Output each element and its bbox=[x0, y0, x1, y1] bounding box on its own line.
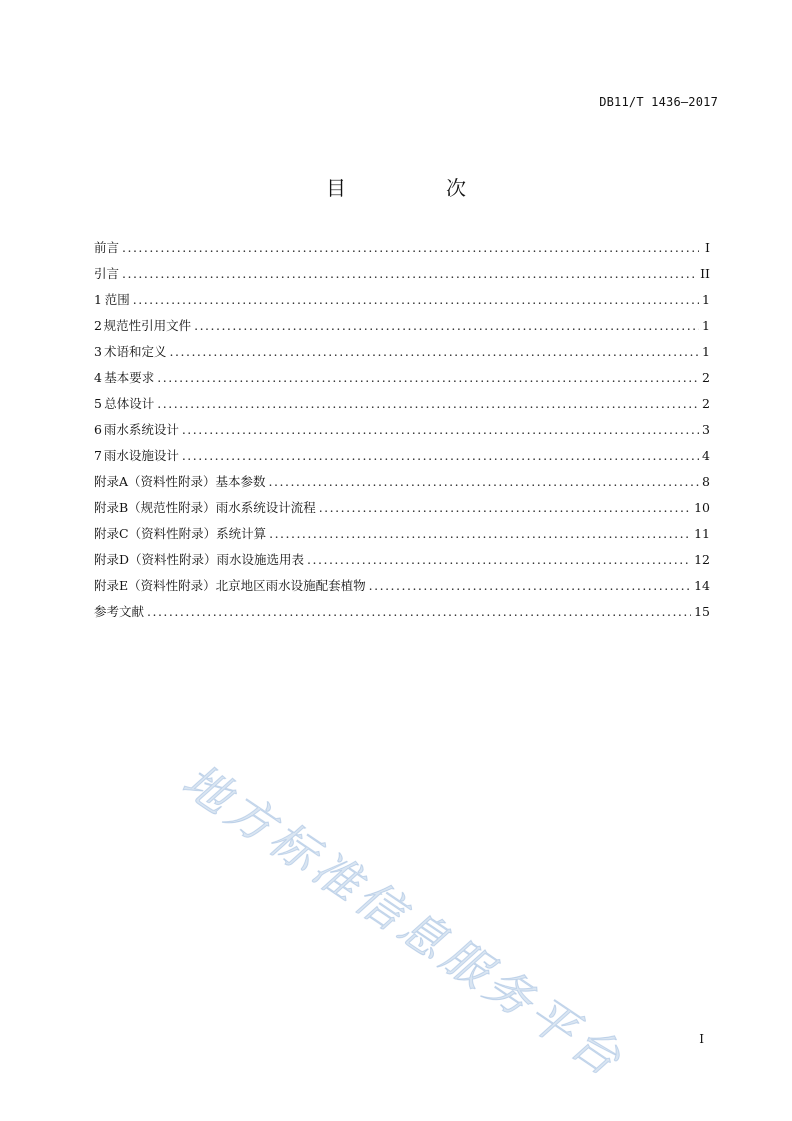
toc-entry-overall-design[interactable] bbox=[94, 394, 710, 420]
appendix-prefix: 附录D（资料性附录） bbox=[94, 552, 217, 567]
toc-entry-appendix-a[interactable] bbox=[94, 472, 710, 498]
page-title: 目 次 bbox=[326, 176, 506, 200]
toc-page: I bbox=[705, 240, 710, 255]
toc-label: 系统计算 bbox=[216, 526, 267, 541]
dot-leader bbox=[182, 422, 699, 437]
toc-label: 雨水设施设计 bbox=[103, 448, 179, 463]
dot-leader bbox=[369, 578, 691, 593]
appendix-prefix: 附录A（资料性附录） bbox=[94, 474, 216, 489]
dot-leader bbox=[269, 474, 699, 489]
dot-leader bbox=[122, 266, 697, 281]
toc-page: 4 bbox=[702, 448, 710, 463]
toc-page: 2 bbox=[702, 370, 710, 385]
toc-entry-introduction[interactable] bbox=[94, 264, 710, 290]
toc-entry-scope[interactable] bbox=[94, 290, 710, 316]
toc-entry-basic-requirements[interactable] bbox=[94, 368, 710, 394]
document-code: DB11/T 1436—2017 bbox=[599, 95, 718, 109]
toc-label: 前言 bbox=[94, 240, 120, 255]
dot-leader bbox=[194, 318, 699, 333]
toc-label: 参考文献 bbox=[94, 604, 145, 619]
toc-label: 总体设计 bbox=[104, 396, 155, 411]
toc-label: 基本参数 bbox=[215, 474, 266, 489]
toc-page: 1 bbox=[702, 318, 710, 333]
toc-page: 11 bbox=[694, 526, 710, 541]
toc-page: 1 bbox=[702, 344, 710, 359]
watermark: 地方标准信息服务平台 bbox=[173, 753, 635, 1089]
toc-label: 雨水设施选用表 bbox=[216, 552, 305, 567]
toc-page: 15 bbox=[694, 604, 710, 619]
toc-label: 雨水系统设计流程 bbox=[215, 500, 316, 515]
toc-page: II bbox=[700, 266, 710, 281]
toc-label: 术语和定义 bbox=[104, 344, 167, 359]
dot-leader bbox=[122, 240, 699, 255]
toc-number: 7 bbox=[94, 448, 102, 463]
toc-number: 6 bbox=[94, 422, 102, 437]
toc-number: 5 bbox=[94, 396, 102, 411]
dot-leader bbox=[170, 344, 699, 359]
toc-entry-terms[interactable] bbox=[94, 342, 710, 368]
dot-leader bbox=[307, 552, 691, 567]
dot-leader bbox=[182, 448, 699, 463]
toc-entry-normative-references[interactable] bbox=[94, 316, 710, 342]
toc-page: 3 bbox=[702, 422, 710, 437]
appendix-prefix: 附录B（规范性附录） bbox=[94, 500, 216, 515]
toc-number: 4 bbox=[94, 370, 102, 385]
toc-label: 规范性引用文件 bbox=[103, 318, 192, 333]
toc-page: 1 bbox=[702, 292, 710, 307]
toc-entry-appendix-d[interactable] bbox=[94, 550, 710, 576]
toc-number: 1 bbox=[94, 292, 102, 307]
appendix-prefix: 附录C（资料性附录） bbox=[94, 526, 217, 541]
toc-number: 2 bbox=[94, 318, 102, 333]
toc-page: 14 bbox=[694, 578, 710, 593]
dot-leader bbox=[319, 500, 691, 515]
toc-number: 3 bbox=[94, 344, 102, 359]
dot-leader bbox=[269, 526, 691, 541]
toc-page: 8 bbox=[702, 474, 710, 489]
toc-entry-appendix-b[interactable] bbox=[94, 498, 710, 524]
dot-leader bbox=[157, 370, 699, 385]
toc-entry-preface[interactable] bbox=[94, 238, 710, 264]
toc-label: 雨水系统设计 bbox=[103, 422, 179, 437]
toc-entry-appendix-c[interactable] bbox=[94, 524, 710, 550]
dot-leader bbox=[157, 396, 699, 411]
dot-leader bbox=[133, 292, 699, 307]
toc-entry-references[interactable] bbox=[94, 602, 710, 628]
toc-label: 引言 bbox=[94, 266, 120, 281]
page-number: I bbox=[699, 1032, 704, 1046]
toc-page: 10 bbox=[694, 500, 710, 515]
toc-label: 基本要求 bbox=[104, 370, 155, 385]
toc-entry-rainwater-system-design[interactable] bbox=[94, 420, 710, 446]
toc-page: 12 bbox=[694, 552, 710, 567]
table-of-contents bbox=[94, 238, 710, 628]
appendix-prefix: 附录E（资料性附录） bbox=[94, 578, 216, 593]
toc-entry-rainwater-facility-design[interactable] bbox=[94, 446, 710, 472]
toc-page: 2 bbox=[702, 396, 710, 411]
toc-label: 北京地区雨水设施配套植物 bbox=[215, 578, 366, 593]
dot-leader bbox=[147, 604, 691, 619]
toc-entry-appendix-e[interactable] bbox=[94, 576, 710, 602]
toc-label: 范围 bbox=[104, 292, 130, 307]
